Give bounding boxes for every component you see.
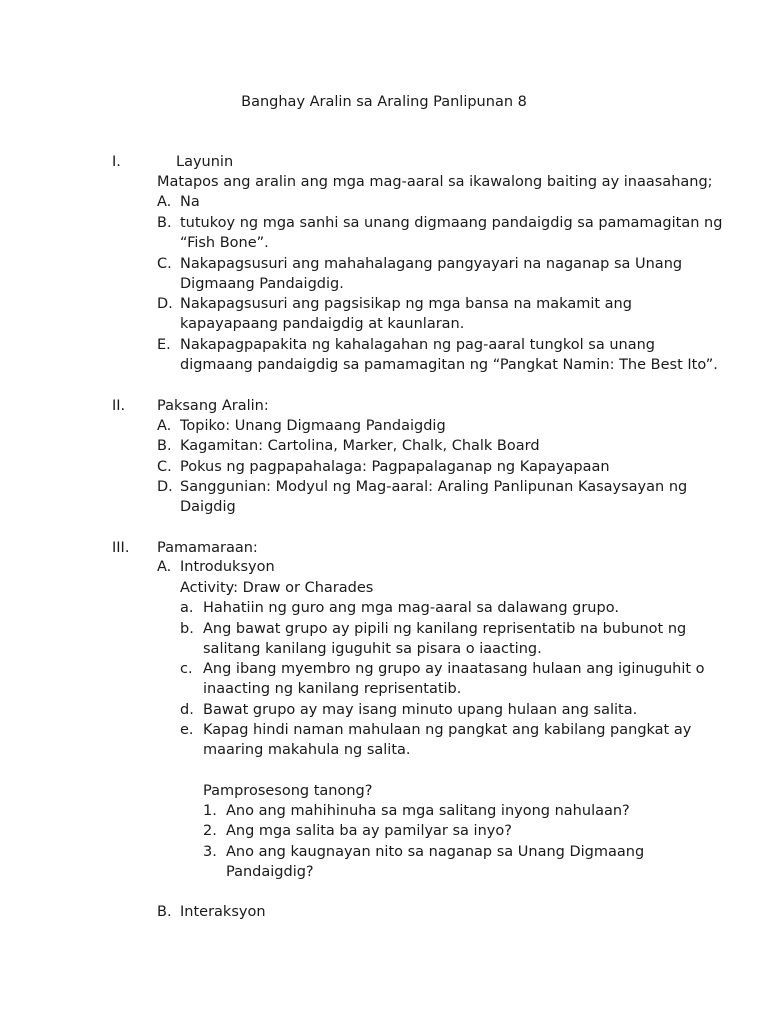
step-text: maaring makahula ng salita. — [203, 742, 411, 758]
step-label: d. — [180, 702, 194, 718]
part-b-label: B. — [157, 904, 172, 920]
objective-text: Digmaang Pandaigdig. — [180, 276, 344, 292]
question-label: 2. — [203, 823, 217, 839]
question-text: Ano ang kaugnayan nito sa naganap sa Unang Digmaang — [226, 844, 645, 860]
topic-text: Topiko: Unang Digmaang Pandaigdig — [180, 418, 446, 434]
step-label: c. — [180, 661, 193, 677]
section-1-numeral: I. — [112, 154, 121, 170]
part-a-label: A. — [157, 559, 172, 575]
topic-text: Daigdig — [180, 499, 236, 515]
step-text: Bawat grupo ay may isang minuto upang hulaan ang salita. — [203, 702, 638, 718]
step-text: Kapag hindi naman mahulaan ng pangkat ang kabilang pangkat ay — [203, 722, 692, 738]
objective-text: Nakapagsusuri ang pagsisikap ng mga bansa na makamit ang — [180, 296, 632, 312]
objective-text: Nakapagsusuri ang mahahalagang pangyayari na naganap sa Unang — [180, 256, 683, 272]
document-title: Banghay Aralin sa Araling Panlipunan 8 — [241, 94, 527, 110]
objective-text: “Fish Bone”. — [180, 235, 269, 251]
objective-label: D. — [157, 296, 173, 312]
objective-text: tutukoy ng mga sanhi sa unang digmaang pandaigdig sa pamamagitan ng — [180, 215, 723, 231]
part-b-heading: Interaksyon — [180, 904, 266, 920]
activity-text: Activity: Draw or Charades — [180, 580, 374, 596]
step-text: Ang ibang myembro ng grupo ay inaatasang hulaan ang iginuguhit o — [203, 661, 705, 677]
topic-text: Kagamitan: Cartolina, Marker, Chalk, Chalk Board — [180, 438, 540, 454]
section-1-intro: Matapos ang aralin ang mga mag-aaral sa ikawalong baiting ay inaasahang; — [157, 174, 713, 190]
objective-label: A. — [157, 194, 172, 210]
part-a-heading: Introduksyon — [180, 559, 275, 575]
question-text: Ano ang mahihinuha sa mga salitang inyong nahulaan? — [226, 803, 630, 819]
topic-label: B. — [157, 438, 172, 454]
section-3-numeral: III. — [112, 540, 130, 556]
topic-text: Pokus ng pagpapahalaga: Pagpapalaganap ng Kapayapaan — [180, 459, 610, 475]
objective-text: digmaang pandaigdig sa pamamagitan ng “Pangkat Namin: The Best Ito”. — [180, 357, 718, 373]
questions-heading: Pamprosesong tanong? — [203, 783, 373, 799]
step-label: a. — [180, 600, 194, 616]
topic-text: Sanggunian: Modyul ng Mag-aaral: Araling Panlipunan Kasaysayan ng — [180, 479, 688, 495]
section-1-heading: Layunin — [176, 154, 234, 170]
question-text: Pandaigdig? — [226, 864, 314, 880]
step-label: e. — [180, 722, 194, 738]
objective-label: C. — [157, 256, 172, 272]
question-label: 3. — [203, 844, 217, 860]
objective-text: kapayapaang pandaigdig at kaunlaran. — [180, 316, 465, 332]
objective-label: E. — [157, 337, 171, 353]
section-3-heading: Pamamaraan: — [157, 540, 258, 556]
topic-label: A. — [157, 418, 172, 434]
objective-label: B. — [157, 215, 172, 231]
step-text: Ang bawat grupo ay pipili ng kanilang reprisentatib na bubunot ng — [203, 621, 687, 637]
step-label: b. — [180, 621, 194, 637]
section-2-heading: Paksang Aralin: — [157, 398, 269, 414]
objective-text: Na — [180, 194, 200, 210]
step-text: Hahatiin ng guro ang mga mag-aaral sa dalawang grupo. — [203, 600, 619, 616]
step-text: inaacting ng kanilang reprisentatib. — [203, 681, 462, 697]
topic-label: D. — [157, 479, 173, 495]
question-text: Ang mga salita ba ay pamilyar sa inyo? — [226, 823, 512, 839]
objective-text: Nakapagpapakita ng kahalagahan ng pag-aaral tungkol sa unang — [180, 337, 655, 353]
question-label: 1. — [203, 803, 217, 819]
step-text: salitang kanilang iguguhit sa pisara o iaacting. — [203, 641, 542, 657]
topic-label: C. — [157, 459, 172, 475]
section-2-numeral: II. — [112, 398, 126, 414]
